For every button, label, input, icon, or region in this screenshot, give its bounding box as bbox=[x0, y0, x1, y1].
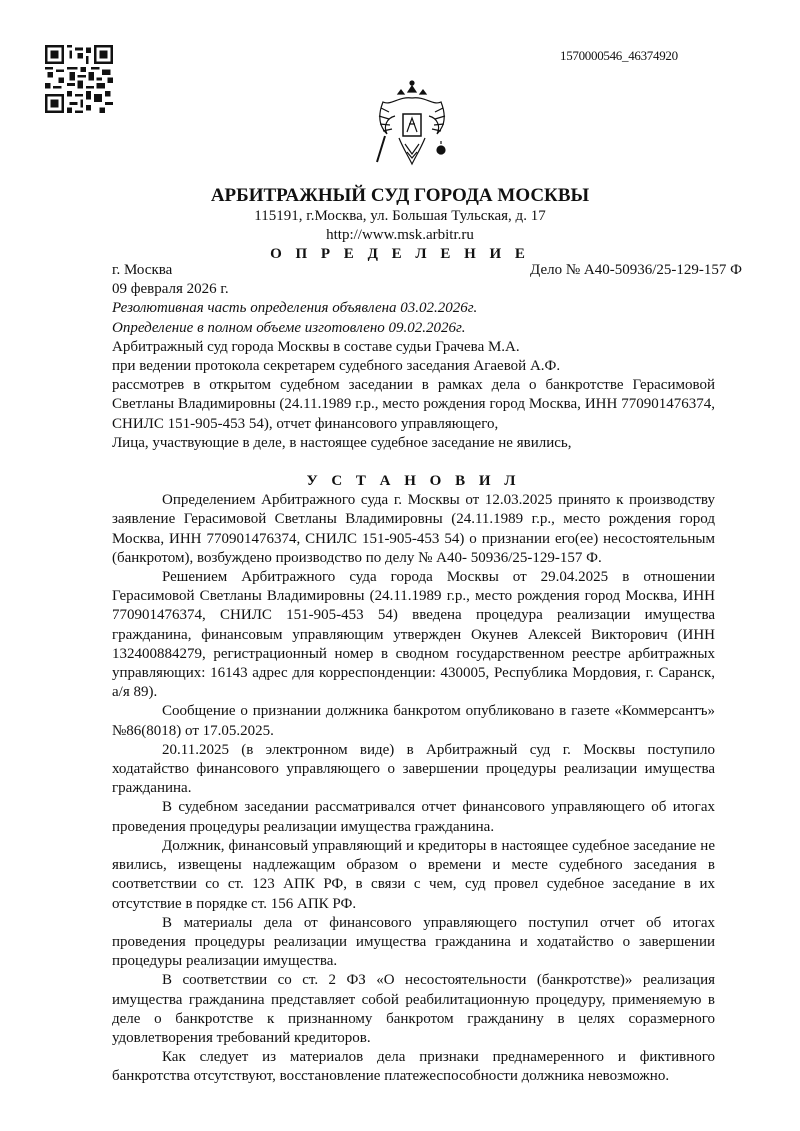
full-text-note: Определение в полном объеме изготовлено 09.02.2026г. bbox=[112, 319, 466, 336]
city-case-row bbox=[112, 261, 742, 280]
document-body bbox=[112, 261, 742, 1087]
paragraph: Сообщение о признании должника банкротом опубликовано в газете «Коммерсантъ» №86(8018) от 17.05.2025. bbox=[112, 703, 715, 739]
section-title: У С Т А Н О В И Л bbox=[306, 473, 521, 490]
resolution-note: Резолютивная часть определения объявлена 03.02.2026г. bbox=[112, 300, 478, 317]
document-date: 09 февраля 2026 г. bbox=[112, 281, 229, 298]
paragraph: Решением Арбитражного суда города Москвы от 29.04.2025 в отношении Герасимовой Светланы Владимировны (24.11.1989 г.р., место рождения город Москва, ИНН 770901476374, СНИЛС 151-905-453 54) введена процедура реализации имущества гражданина, финансовым управляющим утвержден Окунев Алексей Викторович (ИНН 132400884279, регистрационный номер в сводном государственном реестре арбитражных управляющих: 16143 адрес для корреспонденции: 430005, Республика Мордовия, г. Саранск, а/я 89). bbox=[112, 569, 715, 701]
court-address: 115191, г.Москва, ул. Большая Тульская, д. 17 bbox=[254, 208, 546, 224]
paragraph: В материалы дела от финансового управляющего поступил отчет об итогах проведения процедуры реализации имущества гражданина и ходатайство о завершении процедуры реализации имущества. bbox=[112, 914, 715, 970]
coat-of-arms-icon bbox=[369, 78, 455, 173]
document-id: 1570000546_46374920 bbox=[560, 48, 678, 63]
intro-secretary: при ведении протокола секретарем судебного заседания Агаевой А.Ф. bbox=[112, 358, 561, 375]
paragraph: Как следует из материалов дела признаки преднамеренного и фиктивного банкротства отсутствуют, восстановление платежеспособности должника невозможно. bbox=[112, 1049, 715, 1085]
intro-case: рассмотрев в открытом судебном заседании в рамках дела о банкротстве Герасимовой Светланы Владимировны (24.11.1989 г.р., место рождения город Москва, ИНН 770901476374, СНИЛС 151-905-453 54), отчет финансового управляющего, bbox=[112, 377, 715, 432]
paragraph: Определением Арбитражного суда г. Москвы от 12.03.2025 принято к производству заявление Герасимовой Светланы Владимировны (24.11.1989 г.р., место рождения город Москва, ИНН 770901476374, СНИЛС 151-905-453 54) о признании его(ее) несостоятельным (банкротом), возбуждено производство по делу № А40- 50936/25-129-157 Ф. bbox=[112, 492, 715, 566]
document-header bbox=[0, 185, 800, 264]
court-website: http://www.msk.arbitr.ru bbox=[326, 227, 474, 243]
court-name: АРБИТРАЖНЫЙ СУД ГОРОДА МОСКВЫ bbox=[210, 185, 590, 206]
intro-judge: Арбитражный суд города Москвы в составе судьи Грачева М.А. bbox=[112, 338, 520, 355]
city: г. Москва bbox=[112, 262, 173, 278]
document-title: О П Р Е Д Е Л Е Н И Е bbox=[270, 246, 530, 262]
intro-parties: Лица, участвующие в деле, в настоящее судебное заседание не явились, bbox=[112, 434, 572, 451]
qr-code-icon bbox=[45, 45, 113, 113]
paragraph: В судебном заседании рассматривался отчет финансового управляющего об итогах проведения процедуры реализации имущества гражданина. bbox=[112, 799, 715, 835]
paragraph: Должник, финансовый управляющий и кредиторы в настоящее судебное заседание не явились, извещены надлежащим образом о времени и месте судебного заседания в соответствии со ст. 123 АПК РФ, в связи с чем, суд провел судебное заседание в их отсутствие в порядке ст. 156 АПК РФ. bbox=[112, 837, 715, 912]
case-number: Дело № А40-50936/25-129-157 Ф bbox=[530, 262, 742, 278]
paragraph: В соответствии со ст. 2 ФЗ «О несостоятельности (банкротстве)» реализация имущества гражданина представляет собой реабилитационную процедуру, применяемую в деле о банкротстве к признанному банкротом гражданину в целях соразмерного удовлетворения требований кредиторов. bbox=[112, 972, 715, 1046]
paragraph: 20.11.2025 (в электронном виде) в Арбитражный суд г. Москвы поступило ходатайство финансового управляющего о завершении процедуры реализации имущества гражданина. bbox=[112, 741, 715, 797]
